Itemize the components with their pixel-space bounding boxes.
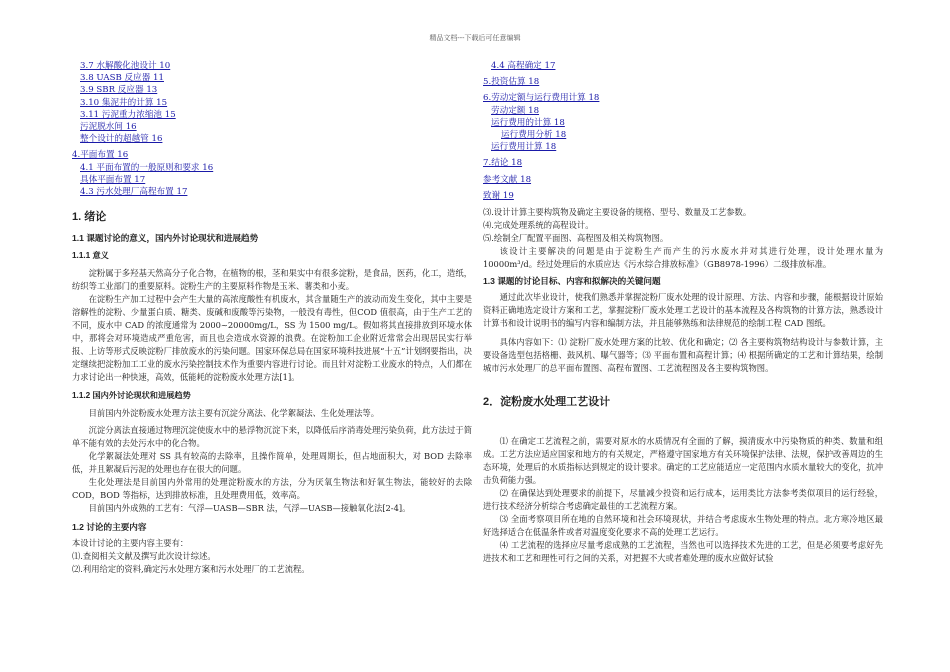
toc-link[interactable]: 参考文献 18 [483, 174, 532, 185]
paragraph: 淀粉属于多羟基天然高分子化合物，在植物的根，茎和果实中有很多淀粉，是食品，医药，化工，造纸，纺织等工业部门的重要原料。淀粉生产的主要原料作物是玉米、薯类和小麦。 [72, 268, 472, 292]
list-item: ⑴.查阅相关文献及撰写此次设计综述。 [72, 551, 216, 562]
toc-link[interactable]: 7.结论 18 [483, 158, 523, 169]
paragraph: 沉淀分离法直接通过物理沉淀使废水中的悬浮物沉淀下来，以降低后序消毒处理污染负荷，此方法过于简单不能有效的去处污水中的化合物。 [72, 425, 472, 449]
paragraph: 生化处理法是目前国内外常用的处理淀粉废水的方法，分为厌氧生物法和好氧生物法，能较好的去除 COD，BOD 等指标，达到排放标准，且处理费用低，效率高。 [72, 477, 472, 501]
right-column [483, 60, 883, 565]
paragraph: 目前国内外淀粉废水处理方法主要有沉淀分离法、化学絮凝法、生化处理法等。 [88, 408, 379, 419]
heading-1-2: 1.2 讨论的主要内容 [72, 522, 147, 533]
list-item: ⑸.绘制全厂配置平面图、高程图及相关构筑物图。 [483, 233, 669, 244]
list-item: ⑶.设计计算主要构筑物及确定主要设备的规格、型号、数量及工艺参数。 [483, 207, 752, 218]
toc-link[interactable]: 3.11 污泥重力浓缩池 15 [80, 109, 176, 120]
toc-link[interactable]: 4.3 污水处理厂高程布置 17 [80, 187, 188, 198]
toc-link[interactable]: 3.9 SBR 反应器 13 [80, 85, 158, 96]
paragraph: ⑵ 在确保达到处理要求的前提下，尽量减少投资和运行成本，运用类比方法参考类似项目的运行经验，进行技术经济分析综合考虑确定最佳的工艺流程方案。 [483, 488, 883, 512]
heading-1-1-2: 1.1.2 国内外讨论现状和进展趋势 [72, 391, 191, 401]
toc-link[interactable]: 4.4 高程确定 17 [491, 61, 556, 71]
paragraph: 通过此次毕业设计，使我们熟悉并掌握淀粉厂废水处理的设计原理、方法、内容和步骤，能根据设计原始资料正确地选定设计方案和工艺，掌握淀粉厂废水处理工艺设计的基本流程及各构筑物的计算方法，熟悉设计计算书和设计说明书的编写内容和编制方法，并且能够熟练和法律规范的绘制工程 CAD 图纸。 [483, 292, 883, 329]
toc-link[interactable]: 3.7 水解酸化池设计 10 [80, 61, 171, 71]
paragraph: 本设计讨论的主要内容主要有： [72, 538, 189, 549]
toc-link[interactable]: 整个设计的超越管 16 [80, 134, 163, 145]
toc-link[interactable]: 4.1 平面布置的一般原则和要求 16 [80, 162, 214, 173]
page-header-note: 精品文档---下载后可任意编辑 [429, 34, 521, 42]
toc-link[interactable]: 致谢 19 [483, 190, 514, 201]
paragraph: ⑶ 全面考察项目所在地的自然环境和社会环境现状，并结合考虑废水生物处理的特点。北方寒冷地区最好选择适合在低温条件或者对温度变化要求不高的处理工艺运行。 [483, 514, 883, 538]
toc-right [483, 60, 883, 202]
heading-1-1: 1.1 课题讨论的意义，国内外讨论现状和进展趋势 [72, 233, 259, 244]
heading-introduction: 1. 绪论 [72, 211, 107, 224]
toc-link[interactable]: 具体平面布置 17 [80, 174, 146, 185]
toc-link[interactable]: 运行费用分析 18 [501, 130, 567, 141]
toc-link[interactable]: 运行费用的计算 18 [491, 117, 565, 128]
heading-section-2: 2．淀粉废水处理工艺设计 [483, 396, 611, 409]
left-column [72, 60, 472, 576]
heading-1-1-1: 1.1.1 意义 [72, 251, 109, 261]
toc-link[interactable]: 6.劳动定额与运行费用计算 18 [483, 93, 600, 104]
toc-link[interactable]: 运行费用计算 18 [491, 142, 557, 153]
toc-link[interactable]: 3.10 集泥井的计算 15 [80, 97, 168, 108]
toc-link[interactable]: 3.8 UASB 反应器 11 [80, 73, 164, 84]
paragraph: ⑷ 工艺流程的选择应尽量考虑成熟的工艺流程，当然也可以选择技术先进的工艺，但是必须要考虑好先进技术和工艺和理性可行之间的关系，对把握不大或者难处理的废水应做好试验 [483, 540, 883, 564]
paragraph: ⑴ 在确定工艺流程之前，需要对原水的水质情况有全面的了解，摸清废水中污染物质的种类、数量和组成。工艺方法应适应国家和地方的有关规定，严格遵守国家地方有关环境保护法律、法规，保护改善周边的生态环境，处理后的水质指标达到规定的设计要求。确定的工艺应能适应一定范围内水质水量较大的变化，抗冲击负荷能力强。 [483, 436, 883, 486]
paragraph: 化学絮凝法处理对 SS 具有较高的去除率，且操作简单，处理周期长，但占地面积大，对 BOD 去除率低，并且絮凝后污泥的处理也存在很大的问题。 [72, 451, 472, 475]
paragraph: 在淀粉生产加工过程中会产生大量的高浓度酸性有机废水，其含量随生产的波动而发生变化，其中主要是溶解性的淀粉、少量蛋白质、糖类、废碱和废酸等污染物，一般没有毒性，但COD 值很高，由于生产工艺的不同，废水中 CAD 的浓度通常为 2000~20000mg/L，SS 为 1500 mg/L。假如将其直接排放到环境水体中，那将会对环境造成严重危害，而且也会造成水资源的浪费。在淀粉加工企业附近常常会出现居民实行举报、上访等形式反映淀粉厂排放废水的污染问题。国家环保总局在国家环境科技进展“十五”计划纲要指出，决定继续把淀粉加工工业的废水污染控制技术作为重要内容进行讨论。而且针对淀粉工业废水的特点，人们都在力求讨论出一种快速，高效，低能耗的淀粉废水处理方法[1]。 [72, 294, 472, 383]
toc-link[interactable]: 5.投资估算 18 [483, 77, 540, 88]
toc-left [72, 60, 472, 198]
paragraph: 目前国内外成熟的工艺有：气浮—UASB—SBR 法，气浮—UASB—接触氧化法[2-4]。 [88, 503, 411, 514]
paragraph: 具体内容如下：⑴ 淀粉厂废水处理方案的比较、优化和确定；⑵ 各主要构筑物结构设计与参数计算，主要设备选型包括格栅、鼓风机、曝气器等；⑶ 平面布置和高程计算；⑷ 根据所确定的工艺和计算结果，绘制城市污水处理厂的总平面布置图、高程布置图、工艺流程图及各主要构筑物图。 [483, 337, 883, 374]
heading-1-3: 1.3 课题的讨论目标、内容和拟解决的关键问题 [483, 276, 661, 287]
toc-link[interactable]: 4.平面布置 16 [72, 150, 129, 161]
list-item: ⑷.完成处理系统的高程设计。 [483, 220, 594, 231]
toc-link[interactable]: 劳动定额 18 [491, 105, 540, 116]
toc-link[interactable]: 污泥脱水间 16 [80, 122, 137, 133]
paragraph: 该设计主要解决的问题是由于淀粉生产而产生的污水废水并对其进行处理，设计处理水量为 10000m³/d。经过处理后的水质应达《污水综合排放标准》（GB8978-1996）二级排放标准。 [483, 246, 883, 270]
list-item: ⑵.利用给定的资料,确定污水处理方案和污水处理厂的工艺流程。 [72, 564, 310, 575]
